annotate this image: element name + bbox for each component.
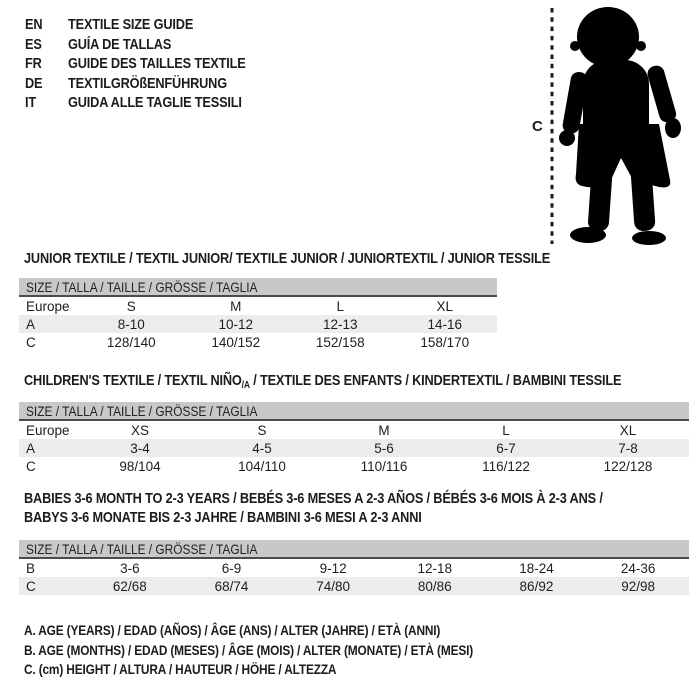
height-cell: 122/128 <box>603 458 653 474</box>
size-table-header-text: SIZE / TALLA / TAILLE / GRÖSSE / TAGLIA <box>26 279 258 295</box>
language-code: ES <box>25 35 42 53</box>
height-cell: 62/68 <box>112 578 147 594</box>
language-title: TEXTILGRÖßENFÜHRUNG <box>68 74 227 92</box>
height-cell: 74/80 <box>316 578 351 594</box>
height-cell: 140/152 <box>211 334 261 350</box>
size-table-header <box>19 540 689 559</box>
row-label: Europe <box>26 422 70 438</box>
row-label: A <box>26 440 36 456</box>
age-cell: 4-5 <box>252 440 272 456</box>
junior-size-table <box>19 278 497 351</box>
age-cell: 10-12 <box>218 316 254 332</box>
language-list <box>25 15 277 113</box>
height-cell: 116/122 <box>482 458 530 474</box>
table-row-europe <box>19 297 497 315</box>
row-label: Europe <box>26 298 70 314</box>
size-cell: S <box>126 298 136 314</box>
age-cell: 3-6 <box>120 560 140 576</box>
age-cell: 3-4 <box>130 440 150 456</box>
size-cell: M <box>378 422 390 438</box>
size-cell: XS <box>130 422 149 438</box>
babies-size-table <box>19 540 689 595</box>
footnotes <box>24 622 552 681</box>
language-row <box>25 74 277 94</box>
size-table-header <box>19 402 689 421</box>
height-cell: 80/86 <box>417 578 452 594</box>
height-cell: 86/92 <box>519 578 554 594</box>
language-code: FR <box>25 55 42 73</box>
language-title: GUIDA ALLE TAGLIE TESSILI <box>68 94 242 112</box>
table-row-age-months <box>19 559 689 577</box>
size-cell: XL <box>436 298 453 314</box>
language-row <box>25 35 277 55</box>
language-title: GUIDE DES TAILLES TEXTILE <box>68 55 246 73</box>
row-label: C <box>26 334 36 350</box>
height-cell: 92/98 <box>621 578 656 594</box>
footnote-height: C. (cm) HEIGHT / ALTURA / HAUTEUR / HÖHE / ALTEZZA <box>24 661 337 677</box>
size-table-header-text: SIZE / TALLA / TAILLE / GRÖSSE / TAGLIA <box>26 541 258 557</box>
row-label: A <box>26 316 36 332</box>
table-row-age <box>19 439 689 457</box>
height-cell: 128/140 <box>106 334 156 350</box>
height-cell: 158/170 <box>420 334 470 350</box>
age-cell: 8-10 <box>117 316 145 332</box>
height-measure-figure <box>530 4 697 248</box>
footnote-age-years: A. AGE (YEARS) / EDAD (AÑOS) / ÂGE (ANS) / ALTER (JAHRE) / ETÀ (ANNI) <box>24 622 441 638</box>
height-cell: 104/110 <box>238 458 286 474</box>
height-cell: 110/116 <box>360 458 408 474</box>
table-row-europe <box>19 421 689 439</box>
language-row <box>25 54 277 74</box>
size-table-header <box>19 278 497 297</box>
age-cell: 9-12 <box>319 560 347 576</box>
children-size-table <box>19 402 689 475</box>
age-cell: 6-9 <box>221 560 242 576</box>
size-cell: L <box>336 298 344 314</box>
language-title: GUÍA DE TALLAS <box>68 35 172 53</box>
table-row-age <box>19 315 497 333</box>
size-cell: L <box>502 422 510 438</box>
language-title: TEXTILE SIZE GUIDE <box>68 16 194 34</box>
age-cell: 12-18 <box>417 560 453 576</box>
size-cell: M <box>230 298 242 314</box>
table-row-height <box>19 457 689 475</box>
size-table-header-text: SIZE / TALLA / TAILLE / GRÖSSE / TAGLIA <box>26 403 258 419</box>
footnote-age-months: B. AGE (MONTHS) / EDAD (MESES) / ÂGE (MOIS) / ALTER (MONATE) / ETÀ (MESI) <box>24 641 474 658</box>
children-section-title: CHILDREN'S TEXTILE / TEXTIL $NIÑO_{/A}$ / TEXTILE DES ENFANTS / KINDERTEXTIL / BAMBINI TESSILE <box>24 372 622 391</box>
language-code: DE <box>25 74 43 92</box>
row-label: C <box>26 578 36 594</box>
height-cell: 152/158 <box>315 334 365 350</box>
row-label: C <box>26 458 36 474</box>
language-row <box>25 93 277 113</box>
junior-section-title: JUNIOR TEXTILE / TEXTIL JUNIOR/ TEXTILE JUNIOR / JUNIORTEXTIL / JUNIOR TESSILE <box>24 250 551 267</box>
language-code: EN <box>25 16 43 34</box>
age-cell: 14-16 <box>427 316 463 332</box>
subscript-text: /A <box>241 380 250 391</box>
age-cell: 5-6 <box>374 440 394 456</box>
baby-silhouette <box>559 7 681 245</box>
row-label: B <box>26 560 36 576</box>
age-cell: 18-24 <box>519 560 554 576</box>
babies-section-title: BABIES 3-6 MONTH TO 2-3 YEARS / BEBÉS 3-6 MESES A 2-3 AÑOS / BÉBÉS 3-6 MOIS À 2-3 ANS / BABYS 3-6 MONATE BIS 2-3 JAHRE / BAMBINI 3-6 MESI A 2-3 ANNI <box>24 490 603 526</box>
size-cell: XL <box>619 422 637 438</box>
size-cell: S <box>257 422 267 438</box>
age-cell: 24-36 <box>620 560 656 576</box>
age-cell: 12-13 <box>322 316 358 332</box>
age-cell: 6-7 <box>496 440 516 456</box>
height-measure-label: C <box>532 118 543 135</box>
table-row-height <box>19 333 497 351</box>
height-cell: 68/74 <box>214 578 249 594</box>
language-code: IT <box>25 94 36 112</box>
age-cell: 7-8 <box>618 440 638 456</box>
height-cell: 98/104 <box>119 458 161 474</box>
table-row-height <box>19 577 689 595</box>
baby-silhouette-graphic <box>547 4 695 246</box>
language-row <box>25 15 277 35</box>
